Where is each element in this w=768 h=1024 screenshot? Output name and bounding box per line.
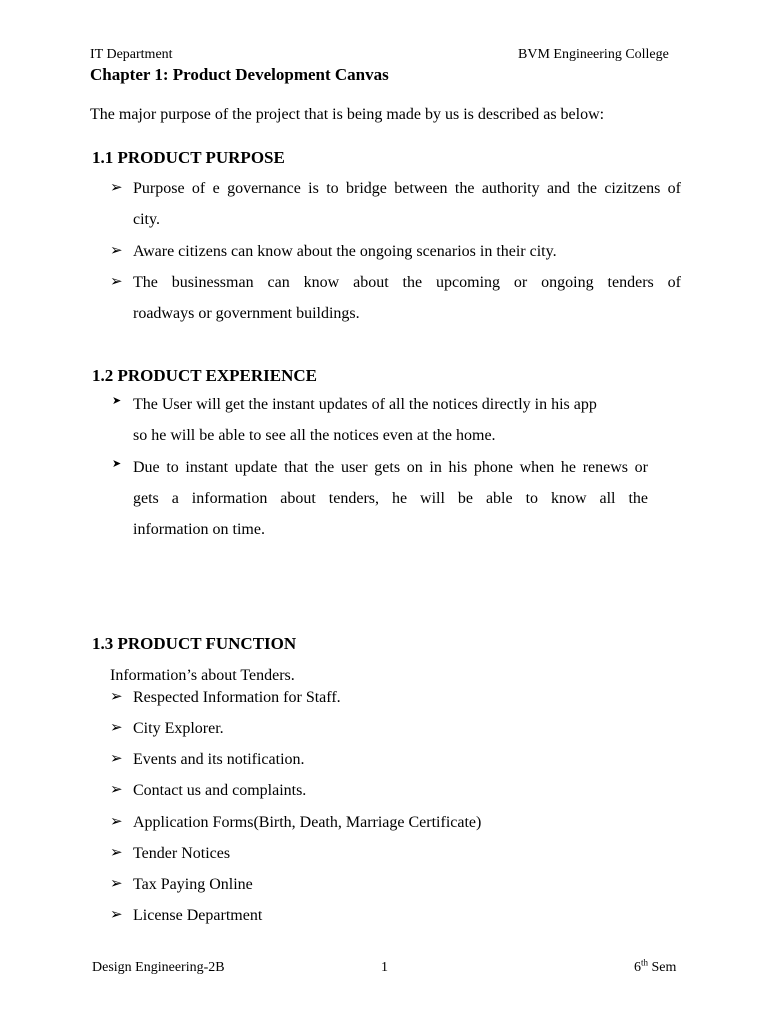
section-heading-function: 1.3 PRODUCT FUNCTION (92, 634, 297, 653)
chapter-title: Chapter 1: Product Development Canvas (90, 65, 389, 84)
arrow-bullet-icon: ➢ (110, 845, 123, 861)
arrow-bullet-icon: ➢ (110, 751, 123, 767)
semester-suffix: th (641, 957, 649, 968)
arrow-bullet-icon: ➢ (110, 180, 123, 196)
experience-bullet-2-line-3: information on time. (133, 521, 265, 538)
section-heading-purpose: 1.1 PRODUCT PURPOSE (92, 148, 285, 167)
function-item: Respected Information for Staff. (133, 689, 341, 706)
header-department: IT Department (90, 47, 173, 62)
experience-bullet-2-line-2: gets a information about tenders, he will be able to know all the (133, 490, 648, 507)
header-college: BVM Engineering College (518, 47, 669, 62)
function-item: Tender Notices (133, 845, 231, 862)
semester-label: Sem (648, 960, 677, 975)
arrow-bullet-icon: ➢ (110, 876, 123, 892)
arrow-bullet-icon: ➢ (110, 782, 123, 798)
purpose-bullet-3-line-2: roadways or government buildings. (133, 305, 360, 322)
experience-bullet-1-line-2: so he will be able to see all the notices even at the home. (133, 427, 496, 444)
purpose-bullet-3-line-1: The businessman can know about the upcoming or ongoing tenders of (133, 274, 681, 291)
arrow-bullet-icon: ➢ (110, 814, 123, 830)
arrow-bullet-icon: ➢ (110, 689, 123, 705)
experience-bullet-1-line-1: The User will get the instant updates of all the notices directly in his app (133, 396, 597, 413)
section-heading-experience: 1.2 PRODUCT EXPERIENCE (92, 366, 317, 385)
function-item: License Department (133, 907, 263, 924)
arrow-bullet-icon: ➢ (110, 907, 123, 923)
arrowhead-bullet-icon: ➤ (112, 458, 122, 470)
function-subheading: Information’s about Tenders. (110, 667, 295, 684)
semester-number: 6 (634, 960, 641, 975)
intro-paragraph: The major purpose of the project that is being made by us is described as below: (90, 106, 605, 123)
page-number: 1 (381, 960, 388, 975)
experience-bullet-2-line-1: Due to instant update that the user gets on in his phone when he renews or (133, 459, 648, 476)
footer-semester (634, 957, 677, 976)
function-item: City Explorer. (133, 720, 224, 737)
function-item: Tax Paying Online (133, 876, 253, 893)
function-item: Contact us and complaints. (133, 782, 307, 799)
footer-course: Design Engineering-2B (92, 960, 225, 975)
arrow-bullet-icon: ➢ (110, 274, 123, 290)
arrow-bullet-icon: ➢ (110, 243, 123, 259)
arrowhead-bullet-icon: ➤ (112, 395, 122, 407)
purpose-bullet-1-line-2: city. (133, 211, 160, 228)
purpose-bullet-1-line-1: Purpose of e governance is to bridge between the authority and the cizitzens of (133, 180, 681, 197)
function-item: Events and its notification. (133, 751, 305, 768)
function-item: Application Forms(Birth, Death, Marriage Certificate) (133, 814, 482, 831)
arrow-bullet-icon: ➢ (110, 720, 123, 736)
purpose-bullet-2-line-1: Aware citizens can know about the ongoing scenarios in their city. (133, 243, 557, 260)
